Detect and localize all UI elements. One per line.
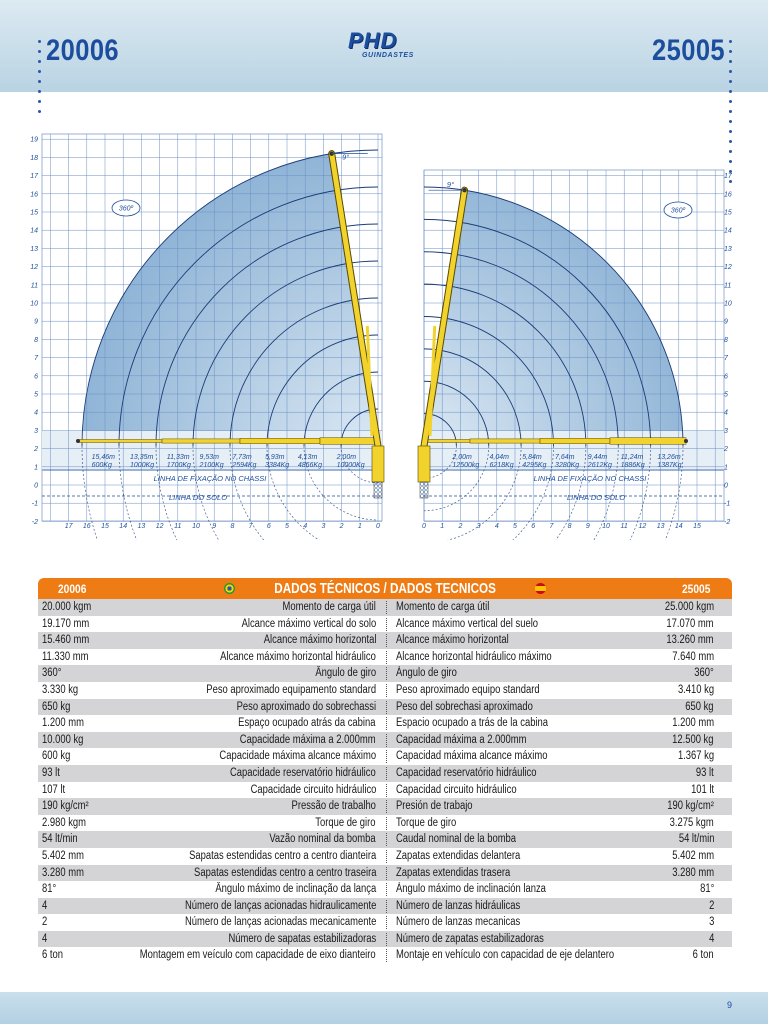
table-row — [38, 616, 732, 633]
reach-label: 11,24m — [620, 454, 644, 461]
y-tick-label: 2 — [34, 446, 38, 454]
param-es: Ángulo máximo de inclinación lanza — [396, 883, 546, 896]
x-tick-label: 17 — [64, 523, 73, 530]
table-row — [38, 881, 732, 898]
param-es: Peso aproximado equipo standard — [396, 683, 540, 696]
y-tick-label: 3 — [724, 427, 728, 435]
value-25005: 360° — [694, 667, 714, 680]
y-tick-label: -2 — [724, 518, 731, 526]
y-tick-label: 3 — [34, 427, 38, 435]
crane-column — [418, 446, 430, 482]
y-tick-label: 1 — [724, 464, 728, 472]
y-tick-label: 6 — [34, 373, 38, 381]
x-tick-label: 8 — [567, 523, 572, 530]
value-20006: 4 — [42, 932, 48, 945]
boom-section — [240, 438, 320, 443]
table-row — [38, 748, 732, 765]
value-25005: 17.070 mm — [666, 617, 714, 630]
column-divider — [386, 717, 387, 730]
x-tick-label: 15 — [693, 523, 701, 530]
logo-subtitle: GUINDASTES — [362, 52, 414, 59]
y-tick-label: 12 — [724, 264, 732, 272]
value-20006: 360° — [42, 667, 62, 680]
value-20006: 20.000 kgm — [42, 601, 92, 613]
x-tick-label: 2 — [339, 523, 344, 530]
param-es: Peso del sobrechasi aproximado — [396, 700, 533, 713]
column-divider — [386, 750, 387, 763]
column-divider — [386, 800, 387, 813]
table-row — [38, 815, 732, 832]
value-25005: 2 — [708, 899, 714, 912]
y-tick-label: 0 — [34, 482, 38, 490]
param-es: Capacidad reservatório hidráulico — [396, 766, 537, 779]
column-divider — [386, 900, 387, 913]
param-pt: Número de lanças acionadas hidraulicamente — [184, 899, 376, 912]
boom-section — [610, 438, 686, 445]
x-tick-label: 4 — [494, 523, 499, 530]
y-tick-label: 17 — [30, 173, 38, 181]
load-label: 1000Kg — [130, 462, 155, 469]
y-tick-label: 15 — [30, 209, 38, 217]
x-tick-label: 13 — [656, 523, 665, 530]
value-20006: 15.460 mm — [42, 634, 90, 647]
column-divider — [386, 949, 387, 962]
value-20006: 11.330 mm — [42, 650, 89, 663]
x-tick-label: 10 — [602, 523, 610, 530]
reach-label: 9,44m — [587, 454, 608, 461]
column-divider — [386, 651, 387, 664]
table-right-model: 25005 — [681, 582, 710, 596]
y-tick-label: 19 — [30, 136, 38, 144]
y-tick-label: 18 — [30, 154, 38, 162]
x-tick-label: 3 — [476, 523, 481, 530]
load-label: 2594Kg — [232, 462, 257, 469]
y-tick-label: 5 — [34, 391, 38, 399]
x-tick-label: 14 — [119, 523, 128, 530]
value-20006: 190 kg/cm² — [42, 800, 89, 813]
x-tick-label: 13 — [137, 523, 146, 530]
param-pt: Capacidade circuito hidráulico — [250, 783, 376, 796]
y-tick-label: 10 — [30, 300, 38, 308]
y-tick-label: 8 — [34, 336, 38, 344]
table-row — [38, 632, 732, 649]
y-tick-label: 17 — [724, 173, 732, 181]
y-tick-label: 13 — [724, 245, 732, 253]
table-header — [38, 578, 732, 599]
chassis-note: LINHA DE FIXAÇÃO NO CHASSI — [153, 474, 267, 483]
y-tick-label: 14 — [30, 227, 38, 235]
reach-label: 2,00m — [336, 454, 357, 461]
x-tick-label: 12 — [155, 523, 164, 530]
value-20006: 10.000 kg — [42, 733, 84, 746]
param-es: Zapatas extendidas trasera — [396, 866, 511, 879]
y-tick-label: 9 — [34, 318, 38, 326]
reach-label: 11,33m — [166, 454, 190, 461]
column-divider — [386, 850, 387, 863]
column-divider — [386, 867, 387, 880]
x-tick-label: 3 — [321, 523, 326, 530]
reach-label: 7,64m — [555, 454, 575, 461]
y-tick-label: 11 — [30, 282, 38, 290]
value-25005: 1.367 kg — [677, 750, 714, 763]
value-25005: 54 lt/min — [678, 833, 714, 846]
value-25005: 81° — [699, 883, 714, 896]
right-chart — [418, 170, 733, 540]
y-tick-label: 16 — [724, 191, 732, 199]
brazil-flag-icon — [224, 583, 235, 594]
y-tick-label: 0 — [724, 482, 728, 490]
page-number: 9 — [726, 1000, 732, 1010]
tech-data-table — [38, 578, 732, 964]
value-20006: 1.200 mm — [42, 717, 84, 730]
value-25005: 1.200 mm — [672, 717, 714, 730]
y-tick-label: -2 — [31, 518, 38, 526]
param-es: Capacidad máxima a 2.000mm — [396, 733, 527, 746]
y-tick-label: 8 — [724, 336, 728, 344]
x-tick-label: 0 — [422, 523, 426, 530]
column-divider — [386, 767, 387, 780]
load-label: 1387Kg — [657, 462, 682, 469]
ground-note: LINHA DO SOLO — [566, 493, 626, 502]
x-tick-label: 0 — [376, 523, 380, 530]
param-es: Torque de giro — [396, 816, 457, 829]
table-row — [38, 782, 732, 799]
column-divider — [386, 933, 387, 946]
param-pt: Momento de carga útil — [282, 601, 376, 613]
column-divider — [386, 701, 387, 714]
param-pt: Peso aproximado equipamento standard — [206, 683, 376, 696]
param-es: Momento de carga útil — [396, 601, 490, 613]
value-20006: 3.280 mm — [42, 866, 84, 879]
spain-flag-icon — [535, 583, 546, 594]
param-pt: Capacidade máxima a 2.000mm — [240, 733, 376, 746]
param-pt: Alcance máximo horizontal hidráulico — [220, 650, 376, 663]
reach-label: 2,00m — [452, 454, 472, 461]
table-row — [38, 898, 732, 915]
column-divider — [386, 734, 387, 747]
boom-section — [470, 439, 540, 443]
x-tick-label: 7 — [549, 523, 554, 530]
column-divider — [386, 916, 387, 929]
logo-wordmark: PHD — [348, 28, 398, 53]
boom-hook — [684, 439, 688, 443]
load-label: 6218Kg — [489, 462, 514, 469]
param-es: Montaje en vehículo con capacidad de eje delantero — [396, 949, 615, 962]
x-tick-label: 9 — [212, 523, 217, 530]
param-es: Número de lanzas hidráulicas — [396, 899, 521, 912]
x-tick-label: 5 — [285, 523, 289, 530]
param-pt: Sapatas estendidas centro a centro traseira — [193, 866, 376, 879]
param-es: Capacidad máxima alcance máximo — [396, 750, 548, 763]
reach-label: 13,35m — [130, 454, 154, 461]
table-row — [38, 865, 732, 882]
load-diagram — [0, 120, 768, 540]
param-pt: Alcance máximo horizontal — [263, 634, 376, 647]
value-25005: 25.000 kgm — [664, 601, 714, 613]
x-tick-label: 8 — [230, 523, 235, 530]
x-tick-label: 1 — [357, 523, 362, 530]
value-25005: 3.275 kgm — [669, 816, 714, 829]
x-tick-label: 1 — [440, 523, 445, 530]
load-label: 4866Kg — [297, 462, 322, 469]
table-row — [38, 682, 732, 699]
load-label: 3384Kg — [265, 462, 290, 469]
column-divider — [386, 784, 387, 797]
load-label: 4295Kg — [522, 462, 547, 469]
param-es: Espacio ocupado a trás de la cabina — [396, 717, 549, 730]
y-tick-label: 12 — [30, 264, 38, 272]
y-tick-label: 15 — [724, 209, 732, 217]
page-footer — [0, 992, 768, 1024]
brand-logo — [348, 30, 422, 60]
reach-label: 9,53m — [199, 454, 220, 461]
y-tick-label: 10 — [724, 300, 732, 308]
x-tick-label: 2 — [458, 523, 463, 530]
value-25005: 13.260 mm — [666, 634, 714, 647]
value-20006: 54 lt/min — [42, 833, 78, 846]
param-pt: Número de sapatas estabilizadoras — [228, 932, 376, 945]
value-25005: 6 ton — [693, 949, 714, 962]
param-es: Ángulo de giro — [396, 667, 457, 680]
ground-note: LINHA DO SOLO — [168, 493, 228, 502]
value-25005: 3 — [708, 916, 714, 929]
table-title: DADOS TÉCNICOS / DADOS TECNICOS — [274, 580, 496, 597]
column-divider — [386, 833, 387, 846]
value-25005: 5.402 mm — [672, 849, 714, 862]
decorative-dots-left — [38, 40, 42, 120]
y-tick-label: 16 — [30, 191, 38, 199]
load-label: 1886Kg — [620, 462, 645, 469]
value-20006: 2 — [42, 916, 48, 929]
param-es: Zapatas extendidas delantera — [396, 849, 521, 862]
value-25005: 12.500 kg — [672, 733, 714, 746]
column-divider — [386, 684, 387, 697]
y-tick-label: 4 — [34, 409, 38, 417]
value-20006: 2.980 kgm — [42, 816, 87, 829]
x-tick-label: 10 — [192, 523, 200, 530]
value-20006: 650 kg — [42, 700, 71, 713]
y-tick-label: 7 — [34, 355, 38, 363]
load-label: 600Kg — [91, 462, 112, 469]
crane-base — [374, 482, 382, 498]
column-divider — [386, 667, 387, 680]
column-divider — [386, 601, 387, 614]
param-pt: Capacidade máxima alcance máximo — [219, 750, 376, 763]
table-row — [38, 732, 732, 749]
param-es: Alcance máximo vertical del suelo — [396, 617, 539, 630]
value-20006: 3.330 kg — [42, 683, 79, 696]
param-es: Capacidad circuito hidráulico — [396, 783, 517, 796]
value-20006: 5.402 mm — [42, 849, 84, 862]
load-label: 1700Kg — [166, 462, 191, 469]
param-pt: Ângulo de giro — [315, 667, 376, 680]
right-model-title: 25005 — [652, 34, 726, 67]
param-pt: Espaço ocupado atrás da cabina — [238, 717, 376, 730]
table-row — [38, 848, 732, 865]
column-divider — [386, 883, 387, 896]
reach-label: 7,73m — [232, 454, 252, 461]
x-tick-label: 9 — [585, 523, 590, 530]
table-row — [38, 947, 732, 964]
y-tick-label: 5 — [724, 391, 728, 399]
y-tick-label: 11 — [724, 282, 732, 290]
reach-label: 15,46m — [91, 454, 115, 461]
column-divider — [386, 817, 387, 830]
load-label: 10000Kg — [336, 462, 365, 469]
param-pt: Pressão de trabalho — [291, 800, 376, 813]
param-pt: Número de lanças acionadas mecanicamente — [184, 916, 376, 929]
x-tick-label: 12 — [638, 523, 647, 530]
table-row — [38, 715, 732, 732]
boom-section — [78, 440, 162, 443]
param-pt: Ângulo máximo de inclinação da lança — [215, 883, 376, 896]
param-es: Número de lanzas mecanicas — [396, 916, 521, 929]
value-25005: 4 — [708, 932, 714, 945]
angle-label: 9° — [446, 180, 455, 190]
y-tick-label: 13 — [30, 245, 38, 253]
reach-label: 5,84m — [522, 454, 542, 461]
rotation-label: 360º — [118, 205, 134, 213]
value-20006: 19.170 mm — [42, 617, 90, 630]
value-25005: 190 kg/cm² — [667, 800, 714, 813]
boom-section — [320, 438, 378, 445]
boom-section — [162, 439, 240, 443]
param-es: Presión de trabajo — [396, 800, 473, 813]
param-pt: Peso aproximado do sobrechassi — [236, 700, 376, 713]
x-tick-label: 7 — [248, 523, 253, 530]
table-row — [38, 914, 732, 931]
crane-column — [372, 446, 384, 482]
y-tick-label: 4 — [724, 409, 728, 417]
table-left-model: 20006 — [58, 582, 87, 596]
x-tick-label: 11 — [620, 523, 628, 530]
y-tick-label: -1 — [724, 500, 731, 508]
table-title-wrap — [38, 580, 732, 597]
table-body — [38, 599, 732, 964]
left-model-title: 20006 — [46, 34, 120, 67]
table-row — [38, 599, 732, 616]
x-tick-label: 6 — [266, 523, 271, 530]
boom-hook — [76, 439, 80, 443]
reach-label: 5,93m — [265, 454, 285, 461]
load-label: 2100Kg — [199, 462, 224, 469]
x-tick-label: 15 — [101, 523, 109, 530]
rotation-label: 360º — [670, 207, 686, 215]
load-label: 2612Kg — [587, 462, 612, 469]
x-tick-label: 6 — [531, 523, 536, 530]
reach-label: 4,13m — [297, 454, 318, 461]
param-es: Caudal nominal de la bomba — [396, 833, 517, 846]
value-25005: 101 lt — [690, 783, 714, 796]
value-20006: 4 — [42, 899, 48, 912]
y-tick-label: 14 — [724, 227, 732, 235]
chassis-note: LINHA DE FIXAÇÃO NO CHASSI — [533, 474, 647, 483]
x-tick-label: 16 — [82, 523, 91, 530]
value-20006: 81° — [42, 883, 57, 896]
y-tick-label: 9 — [724, 318, 728, 326]
crane-base — [420, 482, 428, 498]
table-row — [38, 798, 732, 815]
param-pt: Vazão nominal da bomba — [269, 833, 376, 846]
value-25005: 3.410 kg — [677, 683, 714, 696]
value-25005: 3.280 mm — [672, 866, 714, 879]
param-es: Alcance máximo horizontal — [396, 634, 509, 647]
y-tick-label: -1 — [31, 500, 38, 508]
column-divider — [386, 634, 387, 647]
param-pt: Alcance máximo vertical do solo — [241, 617, 376, 630]
table-row — [38, 665, 732, 682]
value-20006: 93 lt — [42, 766, 60, 779]
y-tick-label: 7 — [724, 355, 728, 363]
y-tick-label: 1 — [34, 464, 38, 472]
table-row — [38, 831, 732, 848]
y-tick-label: 6 — [724, 373, 728, 381]
boom-section — [424, 440, 470, 443]
y-tick-label: 2 — [724, 446, 728, 454]
x-tick-label: 4 — [303, 523, 308, 530]
boom-section — [540, 438, 610, 443]
value-20006: 107 lt — [42, 783, 66, 796]
value-20006: 600 kg — [42, 750, 71, 763]
left-chart — [30, 134, 384, 540]
param-pt: Capacidade reservatório hidráulico — [230, 766, 376, 779]
param-pt: Montagem em veículo com capacidade de eixo dianteiro — [140, 949, 376, 962]
load-label: 3280Kg — [555, 462, 580, 469]
load-label: 12500kg — [452, 462, 480, 469]
param-es: Alcance horizontal hidráulico máximo — [396, 650, 552, 663]
value-25005: 650 kg — [685, 700, 714, 713]
value-20006: 6 ton — [42, 949, 63, 962]
reach-label: 13,26m — [657, 454, 681, 461]
value-25005: 7.640 mm — [672, 650, 714, 663]
table-row — [38, 765, 732, 782]
x-tick-label: 11 — [174, 523, 182, 530]
value-25005: 93 lt — [696, 766, 714, 779]
column-divider — [386, 618, 387, 631]
param-pt: Sapatas estendidas centro a centro dianteira — [188, 849, 376, 862]
x-tick-label: 5 — [513, 523, 517, 530]
x-tick-label: 14 — [674, 523, 683, 530]
table-row — [38, 931, 732, 948]
angle-label: 9° — [342, 152, 350, 162]
table-row — [38, 699, 732, 716]
param-es: Número de zapatas estabilizadoras — [396, 932, 544, 945]
reach-label: 4,04m — [489, 454, 509, 461]
table-row — [38, 649, 732, 666]
param-pt: Torque de giro — [315, 816, 376, 829]
